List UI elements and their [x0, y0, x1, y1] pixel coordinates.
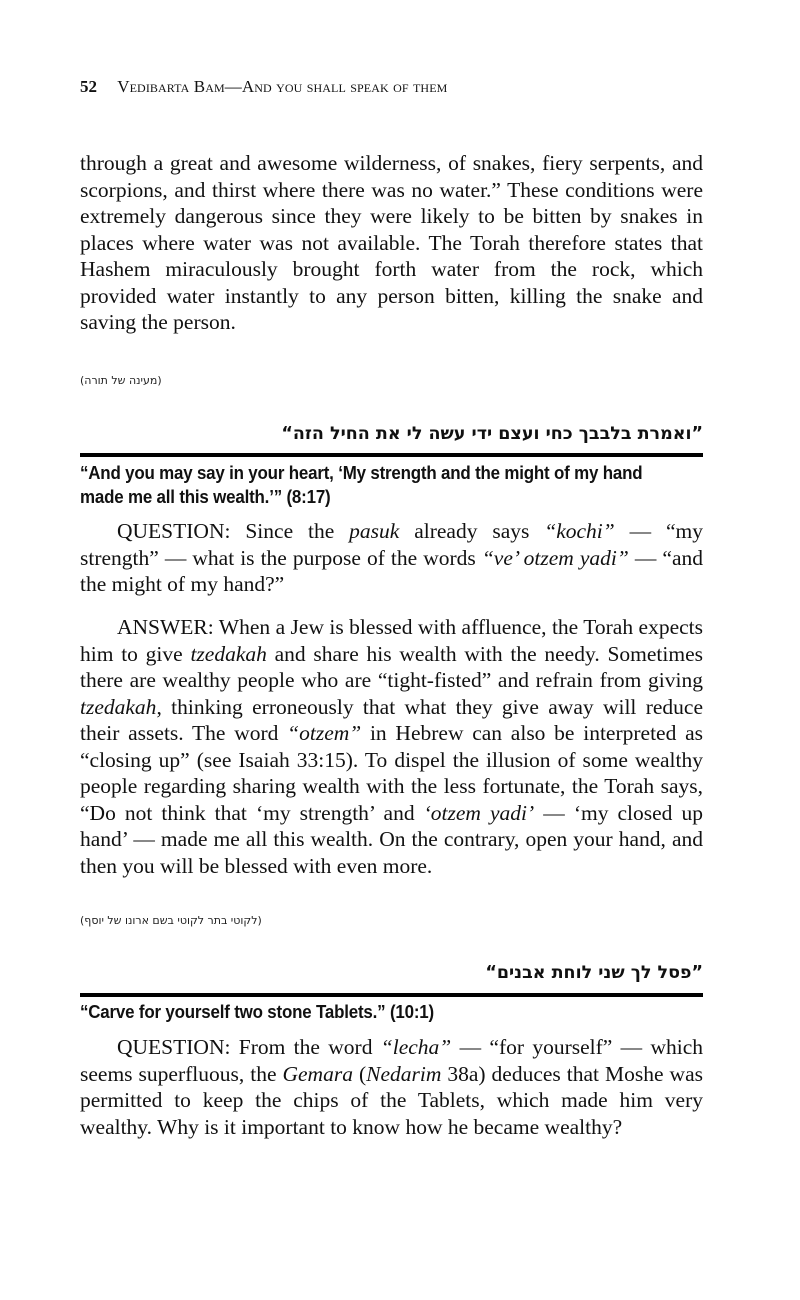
section2-hebrew-heading: ”פסל לך שני לוחת אבנים“ — [485, 963, 703, 983]
text-run: , thinking erroneously that what they give away will reduce their assets. The word — [80, 694, 703, 745]
italic-term: tzedakah — [80, 694, 157, 719]
section2-english-heading: “Carve for yourself two stone Tablets.” (10:1) — [80, 1002, 434, 1022]
text-run: already says — [399, 519, 545, 543]
section2-rule — [80, 993, 703, 997]
intro-paragraph: through a great and awesome wilderness, of snakes, fiery serpents, and scorpions, and thirst where there was no water.” These conditions were extremely dangerous since they were likely to be bitten by snakes in places where water was not available. The Torah therefore states that Hashem miraculously brought forth water from the rock, which provided water instantly to any person bitten, killing the snake and saving the person. — [80, 151, 703, 334]
section1-english-heading: “And you may say in your heart, ‘My strength and the might of my hand made me all this wealth.’” (8:17) — [80, 463, 643, 507]
section1-source: (לקוטי בתר לקוטי בשם ארונו של יוסף) — [80, 914, 262, 927]
section1-rule — [80, 453, 703, 457]
italic-term: “lecha” — [380, 1035, 452, 1059]
text-run: QUESTION: Since the — [117, 519, 350, 543]
section1-answer — [80, 614, 703, 879]
text-run: — “for yourself” — which seems superfluous, the — [80, 1035, 703, 1086]
italic-term: “otzem” — [287, 721, 362, 745]
running-head-title: Vedibarta Bam—And you shall speak of them — [117, 77, 448, 96]
running-head — [80, 77, 447, 97]
page-number: 52 — [80, 77, 97, 96]
italic-term: “ve’ otzem yadi” — [481, 545, 629, 570]
italic-term: pasuk — [349, 519, 400, 543]
text-run: 38a) deduces that Moshe was permitted to keep the chips of the Tablets, which made him very wealthy. Why is it important to know how he became wealthy? — [80, 1061, 703, 1139]
text-run: ANSWER: When a Jew is blessed with affluence, the Torah expects him to give — [80, 615, 703, 666]
text-run: — “and the might of my hand?” — [80, 545, 703, 596]
section1-hebrew-heading: ”ואמרת בלבבך כחי ועצם ידי עשה לי את החיל הזה“ — [281, 424, 703, 444]
text-run: and share his wealth with the needy. Sometimes there are wealthy people who are “tight-fisted” and refrain from giving — [80, 641, 704, 692]
section2-question — [80, 1034, 703, 1140]
text-run: — “my strength” — what is the purpose of the words — [80, 519, 703, 570]
italic-term: tzedakah — [190, 641, 267, 666]
italic-term: Nedarim — [366, 1061, 442, 1086]
text-run: — ‘my closed up hand’ — made me all this wealth. On the contrary, open your hand, and then you will be blessed with even more. — [80, 800, 703, 878]
intro-source: (מעינה של תורה) — [80, 374, 162, 387]
italic-term: Gemara — [282, 1061, 353, 1086]
italic-term: “kochi” — [544, 519, 615, 543]
text-run: ( — [352, 1061, 367, 1086]
section1-question — [80, 518, 703, 598]
text-run: QUESTION: From the word — [117, 1035, 381, 1059]
italic-term: ‘otzem yadi’ — [423, 800, 535, 825]
text-run: in Hebrew can also be interpreted as “closing up” (see Isaiah 33:15). To dispel the illusion of some wealthy people regarding sharing wealth with the less fortunate, the Torah says, “Do not think that ‘my strength’ and — [80, 721, 703, 825]
